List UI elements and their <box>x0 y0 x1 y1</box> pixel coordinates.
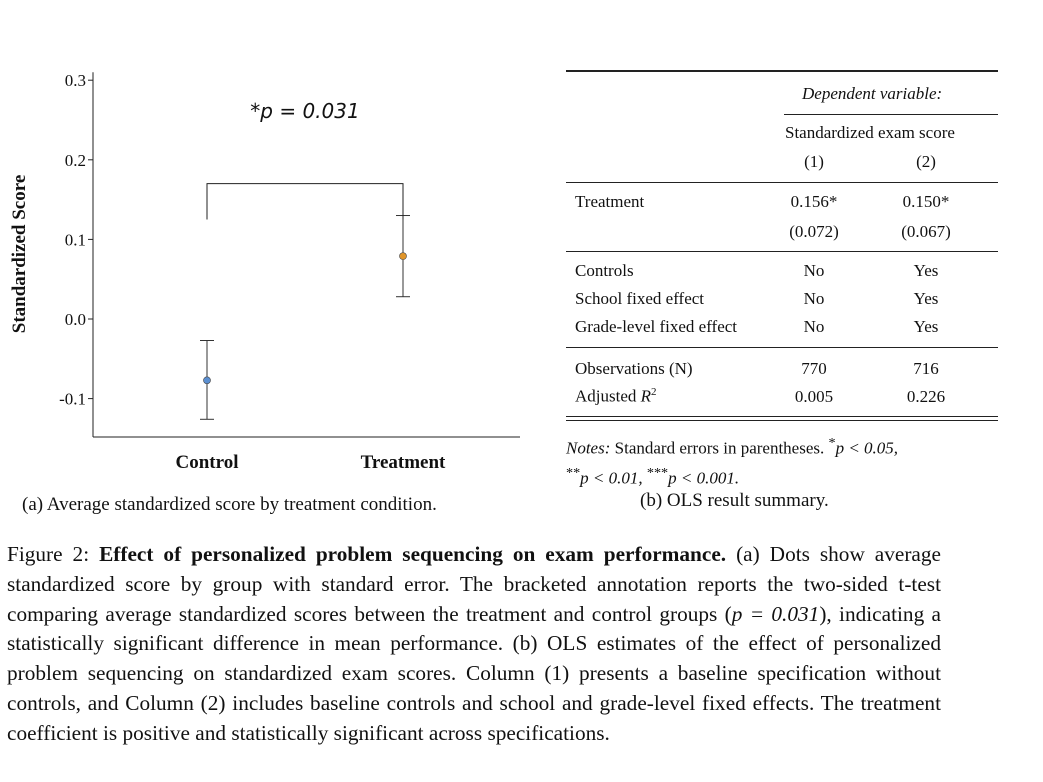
coef-rule <box>566 251 998 252</box>
y-tick-label: 0.0 <box>64 310 86 329</box>
column-2-header: (2) <box>916 152 936 171</box>
table-notes: Notes: Standard errors in parentheses. *p < 0.05, **p < 0.01, ***p < 0.001. <box>566 435 899 488</box>
grade-fe-1: No <box>803 317 825 336</box>
table-bottom-rule-2 <box>566 420 998 421</box>
subcaption-a: (a) Average standardized score by treatment condition. <box>22 494 437 515</box>
row-label-treatment: Treatment <box>575 192 645 211</box>
subcaption-b: (b) OLS result summary. <box>640 490 829 511</box>
y-tick-label: 0.1 <box>64 230 86 250</box>
x-tick-label: Treatment <box>360 452 446 473</box>
adj-r2-2: 0.226 <box>906 387 946 406</box>
row-label-observations: Observations (N) <box>575 359 693 378</box>
grade-fe-2: Yes <box>913 317 939 336</box>
school-fe-1: No <box>803 289 825 308</box>
fe-rule <box>566 347 998 348</box>
y-tick-label: -0.1 <box>59 389 86 409</box>
table-bottom-rule-1 <box>566 416 998 417</box>
observations-1: 770 <box>801 359 827 378</box>
adj-r2-1: 0.005 <box>794 387 834 406</box>
header-rule <box>566 182 998 183</box>
mean-point <box>204 377 211 384</box>
row-label-adj-r2: Adjusted $R^2$ <box>575 386 657 406</box>
row-label-controls: Controls <box>575 261 634 280</box>
table-top-rule <box>566 70 998 72</box>
y-axis-label: Standardized Score <box>9 174 30 334</box>
figure-caption: Figure 2: Effect of personalized problem sequencing on exam performance. (a) Dots show average standardized score by group with standard error. The bracketed annotation reports the two-sided t-test comparing average standardized scores between the treatment and control groups (p = 0.031), indicating a statistically significant difference in mean performance. (b) OLS estimates of the effect of personalized problem sequencing on standardized exam scores. Column (1) presents a baseline specification without controls, and Column (2) includes baseline controls and school and grade-level fixed effects. The treatment coefficient is positive and statistically significant across specifications. <box>7 542 941 745</box>
significance-annotation: *p = 0.031 <box>250 99 360 123</box>
treatment-coef-1: 0.156* <box>790 192 838 211</box>
controls-2: Yes <box>913 261 939 280</box>
mean-point <box>400 253 407 260</box>
school-fe-2: Yes <box>913 289 939 308</box>
observations-2: 716 <box>913 359 939 378</box>
treatment-coef-2: 0.150* <box>902 192 950 211</box>
y-tick-label: 0.2 <box>64 150 86 170</box>
controls-1: No <box>803 261 825 280</box>
row-label-school-fe: School fixed effect <box>575 289 705 308</box>
column-1-header: (1) <box>804 152 824 171</box>
treatment-se-1: (0.072) <box>789 222 839 241</box>
treatment-se-2: (0.067) <box>901 222 951 241</box>
dv-underline <box>784 114 998 115</box>
dependent-variable-name: Standardized exam score <box>785 123 955 142</box>
significance-bracket <box>207 184 403 220</box>
x-tick-label: Control <box>175 452 239 473</box>
y-tick-label: 0.3 <box>64 71 86 91</box>
row-label-grade-fe: Grade-level fixed effect <box>575 317 738 336</box>
dependent-variable-header: Dependent variable: <box>802 84 943 103</box>
